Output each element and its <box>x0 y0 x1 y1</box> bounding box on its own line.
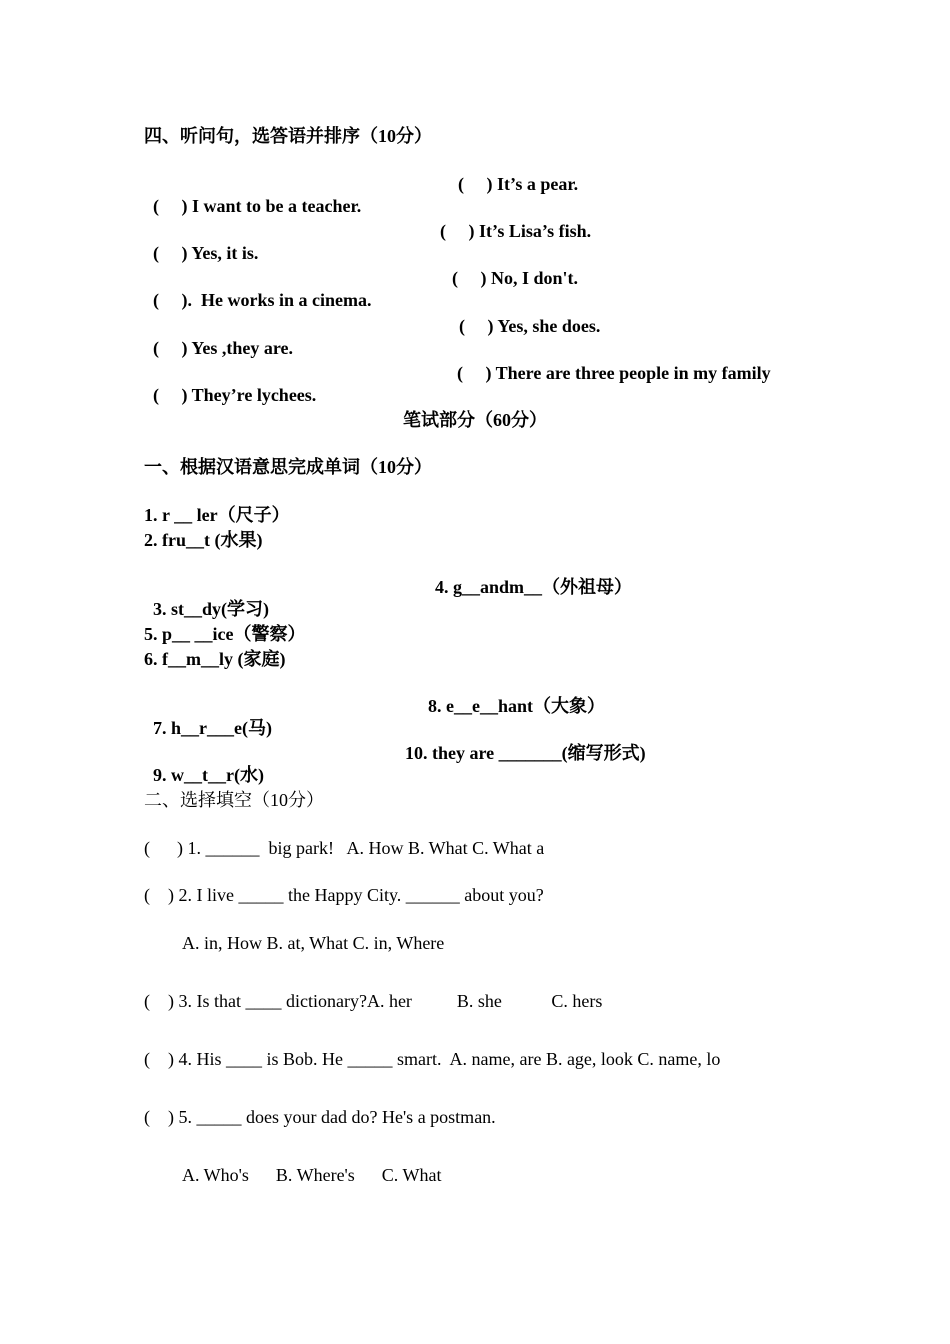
part2-title: 二、选择填空（10分） <box>144 790 324 810</box>
part1-q4: 4. g__andm__（外祖母） <box>435 577 633 597</box>
part2-q5: ( ) 5. _____ does your dad do? He's a postman. <box>144 1107 496 1127</box>
part1-q3: 3. st__dy(学习) <box>153 599 269 619</box>
part1-q9: 9. w__t__r(水) <box>153 765 264 785</box>
part1-q10: 10. they are _______(缩写形式) <box>405 743 646 763</box>
part1-q2: 2. fru__t (水果) <box>144 530 263 550</box>
section4-row-4-left: ( ) Yes ,they are. <box>153 338 293 358</box>
part2-q2: ( ) 2. I live _____ the Happy City. ______ about you? <box>144 885 544 905</box>
section4-row-1-right: ( ) It’s a pear. <box>458 174 579 194</box>
part2-q1: ( ) 1. ______ big park! A. How B. What C. What a <box>144 838 545 858</box>
part1-q6: 6. f__m__ly (家庭) <box>144 649 286 669</box>
section4-row-1-left: ( ) I want to be a teacher. <box>153 196 362 216</box>
part1-q8: 8. e__e__hant（大象） <box>428 696 605 716</box>
part2-q5-options: A. Who's B. Where's C. What <box>182 1165 442 1185</box>
section4-row-2-right: ( ) It’s Lisa’s fish. <box>440 221 592 241</box>
part1-title: 一、根据汉语意思完成单词（10分） <box>144 457 432 477</box>
part1-q1: 1. r __ ler（尺子） <box>144 505 290 525</box>
section4-row-5-left: ( ) They’re lychees. <box>153 385 317 405</box>
part2-q4: ( ) 4. His ____ is Bob. He _____ smart. A. name, are B. age, look C. name, lo <box>144 1049 721 1069</box>
section4-row-4-right: ( ) Yes, she does. <box>459 316 601 336</box>
section4-row-3-left: ( ). He works in a cinema. <box>153 290 372 310</box>
part2-q3: ( ) 3. Is that ____ dictionary?A. her B. she C. hers <box>144 991 603 1011</box>
section4-title: 四、听问句，选答语并排序（10分） <box>144 126 432 146</box>
section4-row-2-left: ( ) Yes, it is. <box>153 243 259 263</box>
part1-q7: 7. h__r___e(马) <box>153 718 272 738</box>
section4-row-5-right: ( ) There are three people in my family <box>457 363 771 383</box>
written-part-title: 笔试部分（60分） <box>403 410 547 430</box>
part1-q5: 5. p__ __ice（警察） <box>144 624 306 644</box>
part2-q2-options: A. in, How B. at, What C. in, Where <box>182 933 445 953</box>
section4-row-3-right: ( ) No, I don't. <box>452 268 579 288</box>
